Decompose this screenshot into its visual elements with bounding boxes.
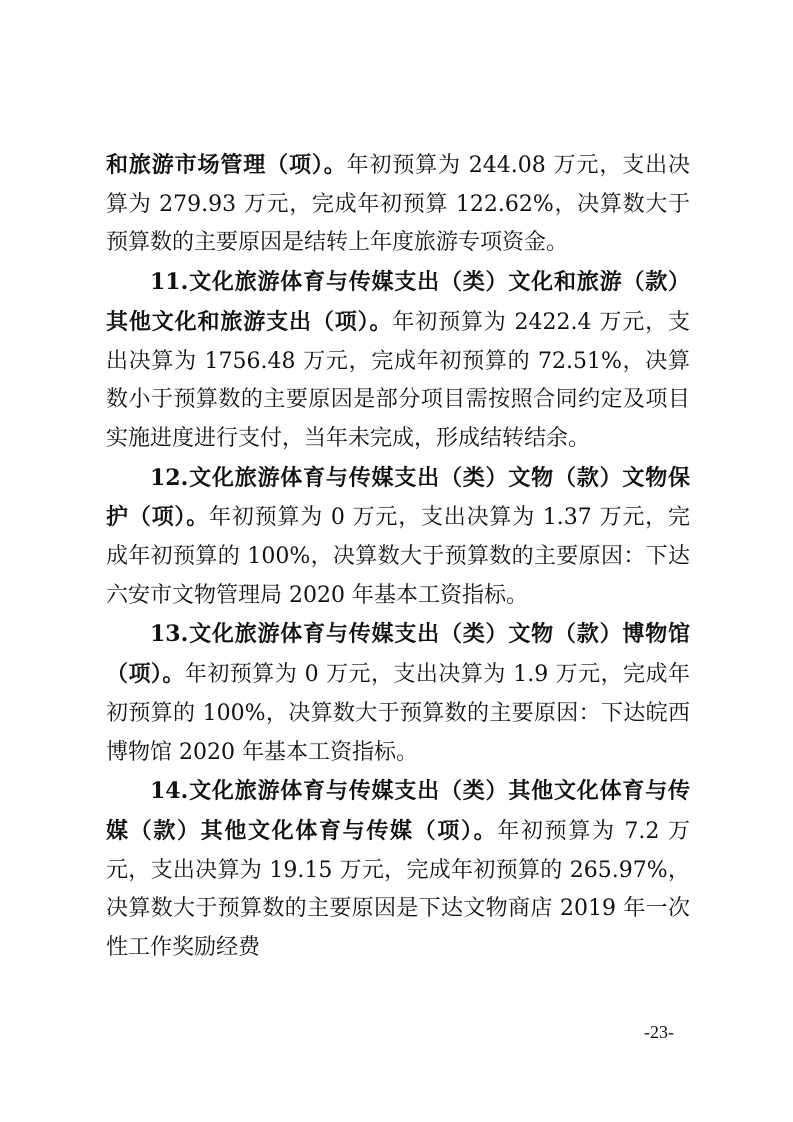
paragraph-heading: 14.文化旅游体育与传媒支出（类）其他文化体育与传媒（款）其他文化体育与传媒（项）。 bbox=[106, 778, 690, 844]
paragraph-1 bbox=[106, 146, 690, 263]
paragraph-5 bbox=[106, 772, 690, 968]
paragraph-heading: 13.文化旅游体育与传媒支出（类）文物（款）博物馆（项）。 bbox=[106, 621, 690, 688]
paragraph-body: 年初预算为 0 万元，支出决算为 1.9 万元，完成年初预算的 100%，决算数大于预算数的主要原因：下达皖西博物馆 2020 年基本工资指标。 bbox=[106, 662, 690, 765]
paragraph-body: 年初预算为 7.2 万元，支出决算为 19.15 万元，完成年初预算的 265.97%，决算数大于预算数的主要原因是下达文物商店 2019 年一次性工作奖励经费 bbox=[106, 818, 690, 961]
paragraph-body: 年初预算为 244.08 万元，支出决算为 279.93 万元，完成年初预算 122.62%，决算数大于预算数的主要原因是结转上年度旅游专项资金。 bbox=[106, 153, 690, 256]
paragraph-heading: 和旅游市场管理（项）。 bbox=[106, 152, 347, 178]
body-text bbox=[106, 146, 690, 968]
paragraph-3 bbox=[106, 459, 690, 616]
paragraph-body: 年初预算为 2422.4 万元，支出决算为 1756.48 万元，完成年初预算的 72.51%，决算数小于预算数的主要原因是部分项目需按照合同约定及项目实施进度进行支付，当年未完成，形成结转结余。 bbox=[106, 309, 690, 451]
paragraph-body: 年初预算为 0 万元，支出决算为 1.37 万元，完成年初预算的 100%，决算数大于预算数的主要原因：下达六安市文物管理局 2020 年基本工资指标。 bbox=[106, 505, 690, 608]
paragraph-heading: 11.文化旅游体育与传媒支出（类）文化和旅游（款） 其他文化和旅游支出（项）。 bbox=[106, 269, 690, 335]
paragraph-heading: 12.文化旅游体育与传媒支出（类）文物（款）文物保护（项）。 bbox=[106, 464, 690, 531]
paragraph-2 bbox=[106, 263, 690, 459]
paragraph-4 bbox=[106, 615, 690, 772]
page-number: -23- bbox=[644, 1022, 674, 1042]
